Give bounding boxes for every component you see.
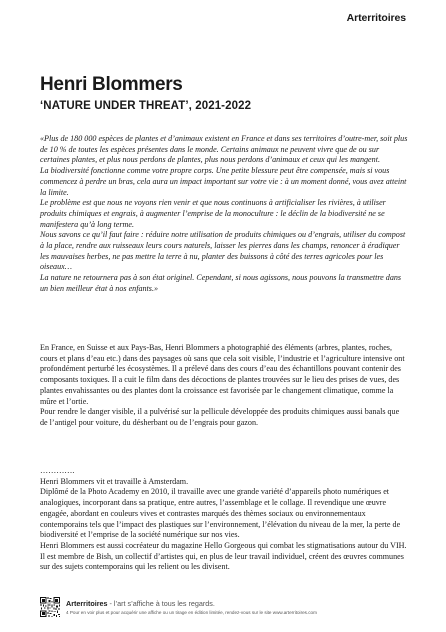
footer-tagline	[66, 599, 215, 608]
artist-biography	[40, 466, 408, 573]
footer-brand: Arterritoires	[66, 599, 108, 608]
quote-paragraph: «Plus de 180 000 espèces de plantes et d’animaux existent en France et dans ses territoires d’outre-mer, soit plus de 10 % de toutes les espèces présentes dans le monde. Certains animaux ne peuvent vivre que de ou sur certaines plantes, et plus nous perdons de plantes, plus nous perdons d’animaux et ceux qui les mangent.	[40, 134, 408, 165]
separator-dots: ………….	[40, 466, 75, 475]
body-paragraph: Pour rendre le danger visible, il a pulvérisé sur la pellicule développée des produits chimiques aussi banals que de l’antigel pour voiture, du désherbant ou de l’engrais pour gazon.	[40, 407, 400, 427]
bio-paragraph: Diplômé de la Photo Academy en 2010, il travaille avec une grande variété d’appareils photo numériques et analogiques, incorporant dans sa pratique, entre autres, l’assemblage et le collage. Il revendique une œuvre engagée, abordant en couleurs vives et contrastes marqués des thèmes sociaux ou environnementaux contemporains tels que l’impact des plastiques sur l’environnement, l’élévation du niveau de la mer, la perte de biodiversité et l’emprise de la société numérique sur nos vies.	[40, 487, 401, 540]
footer-note: 4 Pour en voir plus et pour acquérir une affiche ou un tirage en édition limitée, rendez-vous sur le site www.arterritoires.com	[66, 610, 317, 615]
page-subtitle: ‘NATURE UNDER THREAT’, 2021-2022	[40, 100, 252, 112]
artist-quote	[40, 134, 408, 295]
quote-paragraph: Le problème est que nous ne voyons rien venir et que nous continuons à artificialiser les rivières, à utiliser produits chimiques et engrais, à augmenter l’emprise de la monoculture : le déclin de la biodiversité ne se manifestera qu’à long terme.	[40, 198, 386, 229]
body-paragraph: En France, en Suisse et aux Pays-Bas, Henri Blommers a photographié des éléments (arbres, plantes, roches, cours et plans d’eau etc.) dans des paysages où sans que cela soit visible, l’industrie et l’agriculture intensive ont profondément perturbé les écosystèmes. Il a prélevé dans des cours d’eau des échantillons pouvant contenir des composants toxiques. Il a cuit le film dans des décoctions de plantes trouvées sur le lieu des prises de vues, des plantes envahissantes ou des plantes dont la croissance est favorisée par le changement climatique, comme la mûre et l’ortie.	[40, 343, 405, 406]
quote-paragraph: La biodiversité fonctionne comme votre propre corps. Une petite blessure peut être compensée, mais si vous commencez à perdre un bras, cela aura un impact important sur votre vie : à un moment donné, vous avez atteint la limite.	[40, 166, 407, 197]
footer-tagline-text: - l’art s’affiche à tous les regards.	[109, 599, 215, 608]
page-title: Henri Blommers	[40, 74, 183, 95]
project-description	[40, 343, 408, 429]
bio-paragraph: Henri Blommers est aussi cocréateur du magazine Hello Gorgeous qui combat les stigmatisations autour du VIH. Il est membre de Bish, un collectif d’artistes qui, en plus de leur travail individuel, créent des œuvres communes sur des sujets contemporains qui les relient ou les divisent.	[40, 540, 407, 572]
brand-logo: Arterritoires	[346, 12, 406, 24]
quote-paragraph: Nous savons ce qu’il faut faire : réduire notre utilisation de produits chimiques ou d’engrais, utiliser du compost à la place, rendre aux ruisseaux leurs cours naturels, laisser les pierres dans les champs, renoncer à éradiquer les mauvaises herbes, ne pas mettre la terre à nu, planter des buissons à côté des terres agricoles pour les oiseaux…	[40, 230, 406, 272]
qr-code-icon[interactable]	[40, 597, 60, 617]
quote-paragraph: La nature ne retournera pas à son état originel. Cependant, si nous agissons, nous pouvons la transmettre dans un bien meilleur état à nos enfants.»	[40, 273, 402, 293]
footer	[40, 597, 416, 621]
bio-paragraph: Henri Blommers vit et travaille à Amsterdam.	[40, 476, 189, 486]
